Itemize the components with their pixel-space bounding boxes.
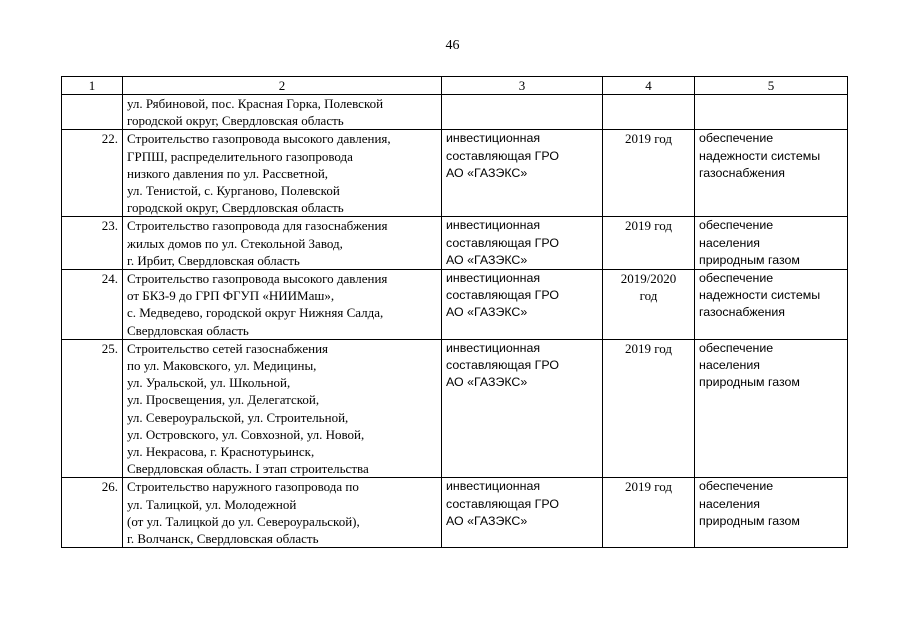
cell-line: 2019 год — [625, 218, 672, 234]
cell-line: г. Волчанск, Свердловская область — [127, 531, 319, 547]
cell-line: обеспечение — [699, 218, 774, 233]
funding-source-cell — [442, 339, 603, 478]
cell-line: городской округ, Свердловская область — [127, 200, 344, 216]
cell-line: обеспечение — [699, 479, 774, 494]
cell-line: населения — [699, 496, 761, 511]
table-row — [62, 478, 848, 548]
cell-line: ГРПШ, распределительного газопровода — [127, 148, 353, 164]
row-number-cell: 22. — [62, 130, 123, 217]
object-description-cell — [123, 130, 442, 217]
table-row — [62, 95, 848, 130]
cell-line: инвестиционная — [446, 340, 541, 355]
funding-source-cell — [442, 217, 603, 270]
cell-line: инвестиционная — [446, 218, 541, 233]
cell-line: с. Медведево, городской округ Нижняя Салда, — [127, 305, 384, 321]
cell-line: Свердловская область. I этап строительства — [127, 461, 369, 477]
cell-line: ул. Рябиновой, пос. Красная Горка, Полевской — [127, 96, 384, 111]
cell-line: АО «ГАЗЭКС» — [446, 165, 528, 180]
cell-line: жилых домов по ул. Стекольной Завод, — [127, 235, 343, 251]
cell-line: низкого давления по ул. Рассветной, — [127, 165, 329, 181]
cell-line: от БКЗ-9 до ГРП ФГУП «НИИМаш», — [127, 288, 335, 304]
funding-source-cell — [442, 478, 603, 548]
purpose-cell — [695, 270, 848, 340]
funding-source-cell — [442, 270, 603, 340]
column-header-4: 4 — [603, 77, 695, 95]
cell-line: природным газом — [699, 252, 800, 267]
cell-line: обеспечение — [699, 131, 774, 146]
cell-line: населения — [699, 235, 761, 250]
cell-line: составляющая ГРО — [446, 496, 559, 511]
cell-line: (от ул. Талицкой до ул. Североуральской), — [127, 513, 360, 529]
cell-line: составляющая ГРО — [446, 235, 559, 250]
cell-line: обеспечение — [699, 271, 774, 286]
cell-line: надежности системы — [699, 148, 821, 163]
cell-line: надежности системы — [699, 288, 821, 303]
cell-line: городской округ, Свердловская область — [127, 113, 344, 129]
row-number-cell: 26. — [62, 478, 123, 548]
cell-line: 2019/2020 — [620, 271, 677, 287]
purpose-cell — [695, 130, 848, 217]
cell-line: ул. Североуральской, ул. Строительной, — [127, 409, 349, 425]
cell-line: ул. Уральской, ул. Школьной, — [127, 375, 291, 391]
purpose-cell — [695, 339, 848, 478]
year-cell — [603, 339, 695, 478]
cell-line: Строительство газопровода высокого давления — [127, 271, 388, 287]
funding-source-cell — [442, 95, 603, 130]
cell-line: Строительство сетей газоснабжения — [127, 340, 329, 356]
row-number-cell: 24. — [62, 270, 123, 340]
cell-line: Свердловская область — [127, 322, 249, 338]
cell-line: составляющая ГРО — [446, 288, 559, 303]
cell-line: природным газом — [699, 513, 800, 528]
cell-line: природным газом — [699, 375, 800, 390]
purpose-cell — [695, 478, 848, 548]
year-cell — [603, 217, 695, 270]
year-cell — [603, 95, 695, 130]
column-header-3: 3 — [442, 77, 603, 95]
cell-line: АО «ГАЗЭКС» — [446, 252, 528, 267]
cell-line: Строительство газопровода для газоснабжения — [127, 218, 388, 234]
cell-line: инвестиционная — [446, 131, 541, 146]
year-cell — [603, 130, 695, 217]
cell-line: Строительство наружного газопровода по — [127, 479, 359, 495]
column-header-2: 2 — [123, 77, 442, 95]
cell-line: год — [639, 288, 658, 304]
cell-line: ул. Просвещения, ул. Делегатской, — [127, 392, 320, 408]
cell-line: 2019 год — [625, 479, 672, 495]
purpose-cell — [695, 95, 848, 130]
cell-line: ул. Тенистой, с. Курганово, Полевской — [127, 183, 340, 199]
cell-line: ул. Некрасова, г. Краснотурьинск, — [127, 444, 315, 460]
table-row — [62, 339, 848, 478]
cell-line: АО «ГАЗЭКС» — [446, 305, 528, 320]
year-cell — [603, 478, 695, 548]
cell-line: газоснабжения — [699, 165, 785, 180]
cell-line: 2019 год — [625, 131, 672, 147]
cell-line: ул. Талицкой, ул. Молодежной — [127, 496, 297, 512]
cell-line: АО «ГАЗЭКС» — [446, 513, 528, 528]
object-description-cell — [123, 217, 442, 270]
row-number-cell: 23. — [62, 217, 123, 270]
object-description-cell — [123, 95, 442, 130]
cell-line: г. Ирбит, Свердловская область — [127, 252, 300, 268]
header-row — [62, 77, 848, 95]
cell-line: 2019 год — [625, 340, 672, 356]
cell-line: по ул. Маковского, ул. Медицины, — [127, 358, 317, 374]
table-row — [62, 217, 848, 270]
object-description-cell — [123, 339, 442, 478]
column-header-1: 1 — [62, 77, 123, 95]
year-cell — [603, 270, 695, 340]
table-row — [62, 270, 848, 340]
cell-line: инвестиционная — [446, 271, 541, 286]
row-number-cell — [62, 95, 123, 130]
cell-line: населения — [699, 358, 761, 373]
cell-line: составляющая ГРО — [446, 148, 559, 163]
cell-line: ул. Островского, ул. Совхозной, ул. Новой, — [127, 426, 365, 442]
object-description-cell — [123, 478, 442, 548]
table-row — [62, 130, 848, 217]
purpose-cell — [695, 217, 848, 270]
cell-line: обеспечение — [699, 340, 774, 355]
funding-source-cell — [442, 130, 603, 217]
row-number-cell: 25. — [62, 339, 123, 478]
cell-line: газоснабжения — [699, 305, 785, 320]
table-body — [62, 95, 848, 548]
cell-line: составляющая ГРО — [446, 358, 559, 373]
column-header-5: 5 — [695, 77, 848, 95]
investment-table — [61, 76, 848, 548]
cell-line: Строительство газопровода высокого давления, — [127, 131, 391, 147]
cell-line: АО «ГАЗЭКС» — [446, 375, 528, 390]
cell-line: инвестиционная — [446, 479, 541, 494]
page-number: 46 — [445, 38, 460, 53]
object-description-cell — [123, 270, 442, 340]
